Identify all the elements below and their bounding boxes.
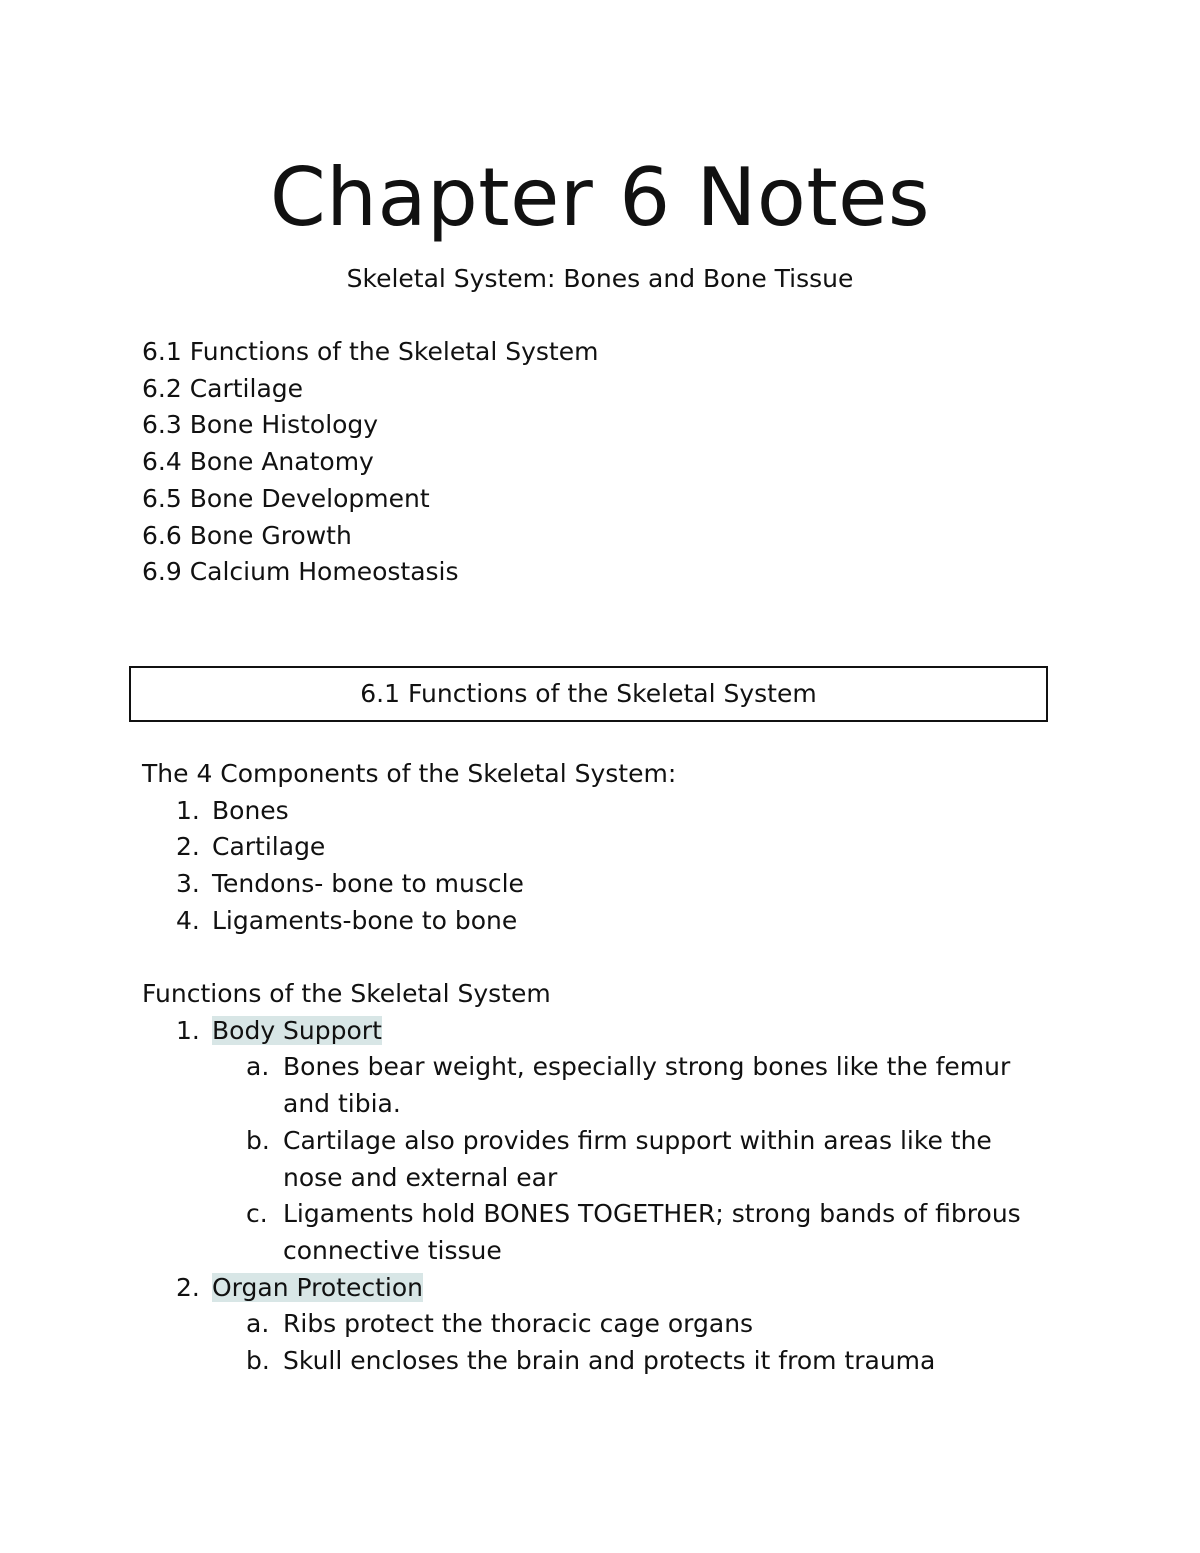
list-item-text: Cartilage [212,832,326,862]
list-item [142,1013,1023,1050]
page-subtitle: Skeletal System: Bones and Bone Tissue [346,264,854,293]
highlighted-text: Organ Protection [212,1272,423,1302]
functions-heading: Functions of the Skeletal System [142,979,551,1008]
sub-list-letter: b. [246,1125,270,1155]
toc-item: 6.3 Bone Histology [142,410,379,440]
sub-list-item [142,1196,1023,1269]
list-number: 1. [176,1015,200,1045]
page-title: Chapter 6 Notes [269,151,931,244]
sub-list-text: Ribs protect the thoracic cage organs [283,1309,754,1339]
sub-list-letter: c. [246,1199,268,1229]
toc-item: 6.4 Bone Anatomy [142,447,374,477]
list-item-text: Ligaments-bone to bone [212,905,518,935]
sub-list-letter: a. [246,1052,270,1082]
toc-item: 6.1 Functions of the Skeletal System [142,337,599,366]
list-number: 1. [176,795,200,825]
sub-list-item [142,1123,1023,1196]
sub-list-text: Ligaments hold BONES TOGETHER; strong bands of fibrous connective tissue [283,1199,1021,1265]
toc-item: 6.2 Cartilage [142,373,304,403]
table-of-contents [142,334,598,591]
sub-list-text: Cartilage also provides firm support within areas like the nose and external ear [283,1125,992,1192]
highlighted-text: Body Support [212,1015,382,1045]
list-item [142,829,676,866]
list-number: 4. [176,905,200,935]
list-number: 2. [176,832,200,862]
sub-list-item [142,1049,1023,1122]
list-item [142,793,676,830]
components-section [142,756,676,940]
list-item-text: Bones [212,795,289,825]
components-heading: The 4 Components of the Skeletal System: [142,759,677,788]
sub-list-item [142,1306,1023,1343]
toc-item: 6.6 Bone Growth [142,520,352,550]
sub-list-letter: a. [246,1309,270,1339]
list-item-text: Tendons- bone to muscle [212,869,524,899]
section-heading-box: 6.1 Functions of the Skeletal System [129,666,1048,722]
sub-list-letter: b. [246,1346,270,1376]
toc-item: 6.5 Bone Development [142,483,430,513]
list-item [142,1270,1023,1307]
list-item [142,866,676,903]
sub-list-item [142,1343,1023,1380]
list-number: 2. [176,1272,200,1302]
sub-list-text: Bones bear weight, especially strong bones like the femur and tibia. [283,1052,1011,1119]
list-item [142,903,676,940]
list-number: 3. [176,869,200,899]
toc-item: 6.9 Calcium Homeostasis [142,557,459,587]
sub-list-text: Skull encloses the brain and protects it from trauma [283,1346,936,1376]
functions-section [142,976,1023,1380]
